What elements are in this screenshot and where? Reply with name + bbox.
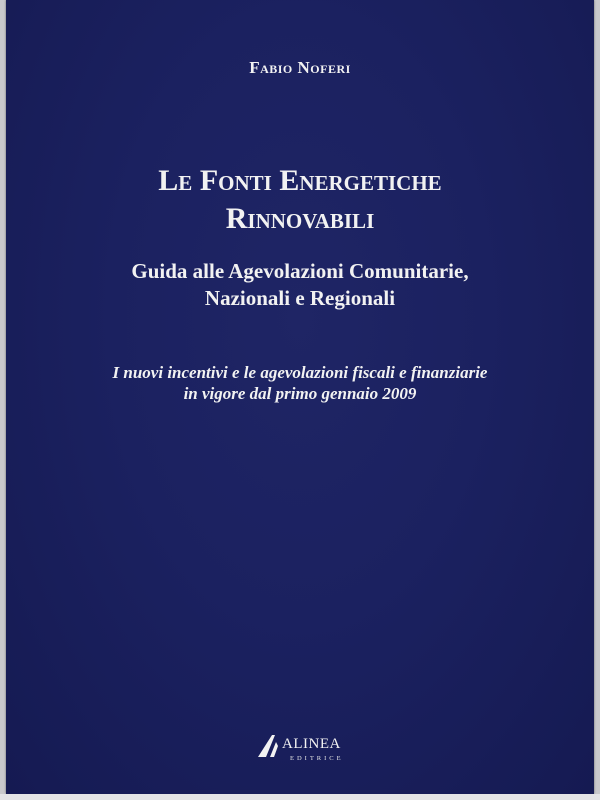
page-edge — [0, 794, 600, 800]
tagline-line-2: in vigore dal primo gennaio 2009 — [183, 384, 417, 403]
publisher-subtitle: EDITRICE — [290, 755, 344, 762]
subtitle-line-2: Nazionali e Regionali — [204, 286, 396, 310]
author-name: Fabio Noferi — [249, 58, 351, 77]
publisher-name: ALINEA — [282, 736, 341, 752]
book-subtitle — [6, 258, 594, 312]
tagline-line-1: I nuovi incentivi e le agevolazioni fiscali e finanziarie — [112, 363, 488, 382]
book-cover — [6, 0, 594, 794]
title-line-1: Le Fonti Energetiche — [158, 164, 442, 197]
subtitle-line-1: Guida alle Agevolazioni Comunitarie, — [131, 259, 469, 283]
publisher-logo — [256, 734, 376, 770]
title-line-2: Rinnovabili — [225, 202, 375, 235]
book-tagline — [6, 362, 594, 404]
book-title — [6, 162, 594, 238]
